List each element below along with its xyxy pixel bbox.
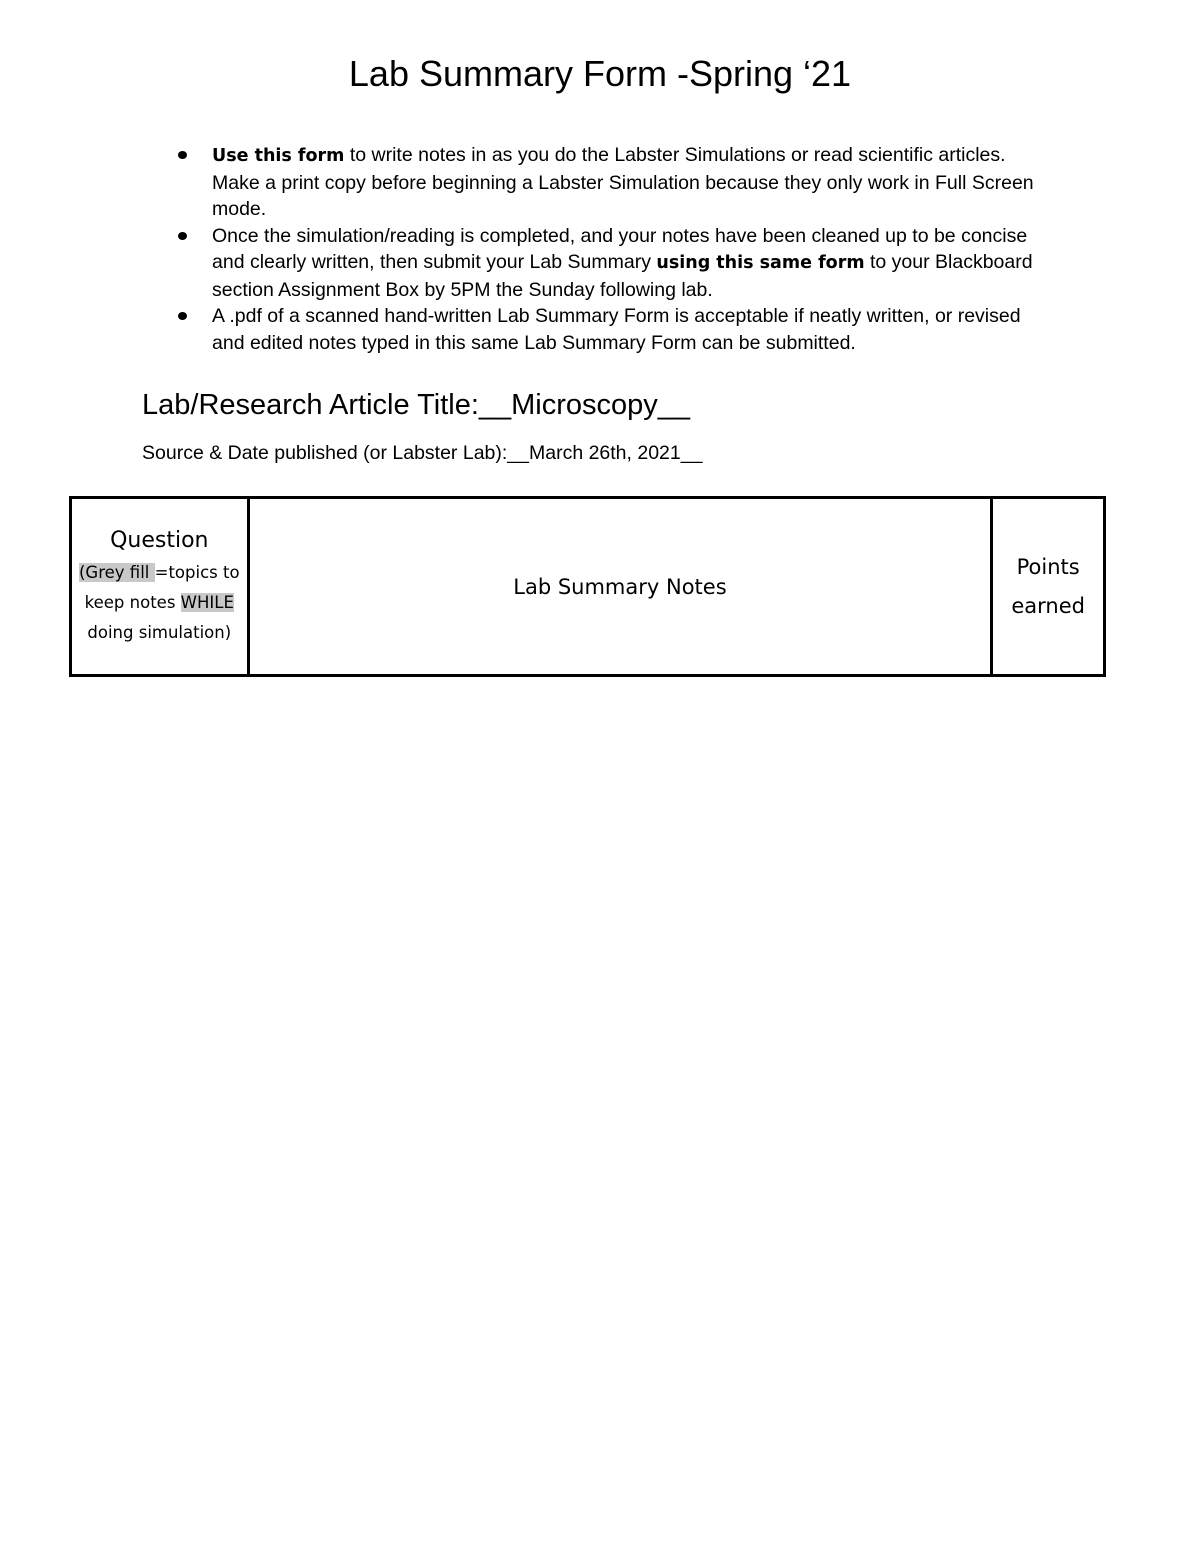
lab-summary-table <box>69 496 1106 677</box>
article-title: Lab/Research Article Title:__Microscopy__ <box>142 389 691 421</box>
instruction-bold-text: using this same form <box>656 253 865 273</box>
source-date-line: Source & Date published (or Labster Lab):__March 26th, 2021__ <box>142 442 703 464</box>
question-header-cell <box>71 498 249 676</box>
instruction-text: to write notes in as you do the Labster Simulations or read scientific articles. Make a print copy before beginning a Labster Simulation because they only work in Full Screen mode. <box>212 144 1034 220</box>
page-title: Lab Summary Form -Spring ‘21 <box>348 53 852 94</box>
question-note-text: doing simulation) <box>87 622 232 642</box>
bullet-icon <box>178 312 187 320</box>
bullet-icon <box>178 151 187 159</box>
table-header-row <box>71 498 1105 676</box>
instruction-text: A .pdf of a scanned hand-written Lab Summary Form is acceptable if neatly written, or revised and edited notes typed in this same Lab Summary Form can be submitted. <box>212 305 1021 354</box>
instruction-item <box>176 303 1056 356</box>
grey-highlight: WHILE <box>180 592 234 612</box>
instructions-list <box>176 142 1056 356</box>
points-header-line: earned <box>1011 593 1085 618</box>
notes-header-cell <box>248 498 992 676</box>
question-header: Question <box>110 527 209 553</box>
question-note-text: =topics to keep notes <box>84 562 240 612</box>
instruction-bold-text: Use this form <box>212 146 345 166</box>
bullet-icon <box>178 232 187 240</box>
instruction-item <box>176 223 1056 304</box>
question-note <box>72 558 247 648</box>
points-header-cell <box>992 498 1105 676</box>
instruction-text: to your Blackboard section Assignment Box by 5PM the Sunday following lab. <box>212 251 1033 301</box>
notes-header: Lab Summary Notes <box>513 574 727 599</box>
instruction-item <box>176 142 1056 223</box>
points-header-line: Points <box>1016 554 1080 579</box>
instruction-text: Once the simulation/reading is completed, and your notes have been cleaned up to be concise and clearly written, then submit your Lab Summary <box>212 224 1028 273</box>
grey-highlight: (Grey fill <box>79 562 155 582</box>
